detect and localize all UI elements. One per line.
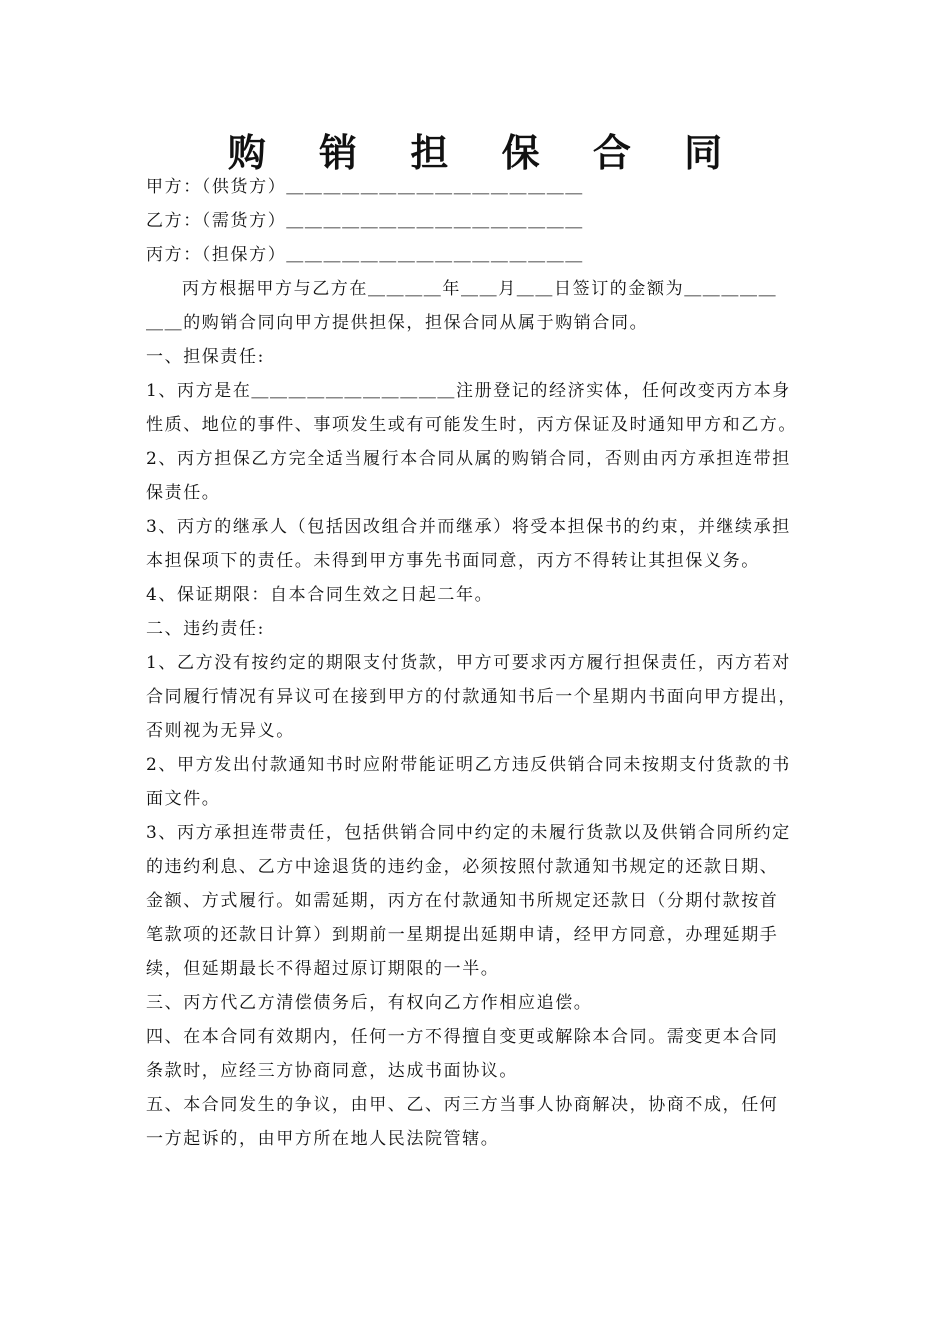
section-heading-breach: 二、违约责任: [146,619,265,639]
clause-line: 1、乙方没有按约定的期限支付货款，甲方可要求丙方履行担保责任，丙方若对 [146,653,791,673]
clause-line: 性质、地位的事件、事项发生或有可能发生时，丙方保证及时通知甲方和乙方。 [146,415,797,435]
preamble-line-1: 丙方根据甲方与乙方在＿＿＿＿年＿＿月＿＿日签订的金额为＿＿＿＿＿ [182,279,778,299]
clause-line: 面文件。 [146,789,221,809]
clause-line: 2、甲方发出付款通知书时应附带能证明乙方违反供销合同未按期支付货款的书 [146,755,791,775]
clause-line: 保责任。 [146,483,221,503]
document-title: 购 销 担 保 合 同 [227,131,743,175]
preamble-line-2: ＿＿的购销合同向甲方提供担保，担保合同从属于购销合同。 [146,313,649,333]
clause-line: 合同履行情况有异议可在接到甲方的付款通知书后一个星期内书面向甲方提出， [146,687,797,707]
clause-line: 金额、方式履行。如需延期，丙方在付款通知书所规定还款日（分期付款按首 [146,891,779,911]
clause-line: 条款时，应经三方协商同意，达成书面协议。 [146,1061,518,1081]
section-heading-modification: 四、在本合同有效期内，任何一方不得擅自变更或解除本合同。需变更本合同 [146,1027,779,1047]
clause-line: 一方起诉的，由甲方所在地人民法院管辖。 [146,1129,500,1149]
party-b-line: 乙方：（需货方）＿＿＿＿＿＿＿＿＿＿＿＿＿＿＿＿ [146,211,584,231]
clause-line: 3、丙方的继承人（包括因改组合并而继承）将受本担保书的约束，并继续承担 [146,517,791,537]
clause-line: 2、丙方担保乙方完全适当履行本合同从属的购销合同，否则由丙方承担连带担 [146,449,791,469]
section-heading-guarantee: 一、担保责任: [146,347,265,367]
clause-line: 4、保证期限：自本合同生效之日起二年。 [146,585,494,605]
section-heading-recourse: 三、丙方代乙方清偿债务后，有权向乙方作相应追偿。 [146,993,593,1013]
document-body [146,170,826,1156]
clause-line: 1、丙方是在＿＿＿＿＿＿＿＿＿＿＿注册登记的经济实体，任何改变丙方本身 [146,381,791,401]
clause-line: 本担保项下的责任。未得到甲方事先书面同意，丙方不得转让其担保义务。 [146,551,760,571]
section-heading-disputes: 五、本合同发生的争议，由甲、乙、丙三方当事人协商解决，协商不成，任何 [146,1095,779,1115]
clause-line: 否则视为无异义。 [146,721,295,741]
clause-line: 笔款项的还款日计算）到期前一星期提出延期申请，经甲方同意，办理延期手 [146,925,779,945]
clause-line: 续，但延期最长不得超过原订期限的一半。 [146,959,500,979]
party-c-line: 丙方：（担保方）＿＿＿＿＿＿＿＿＿＿＿＿＿＿＿＿ [146,245,584,265]
clause-line: 的违约利息、乙方中途退货的违约金，必须按照付款通知书规定的还款日期、 [146,857,779,877]
party-a-line: 甲方：（供货方）＿＿＿＿＿＿＿＿＿＿＿＿＿＿＿＿ [146,177,584,197]
clause-line: 3、丙方承担连带责任，包括供销合同中约定的未履行货款以及供销合同所约定 [146,823,791,843]
